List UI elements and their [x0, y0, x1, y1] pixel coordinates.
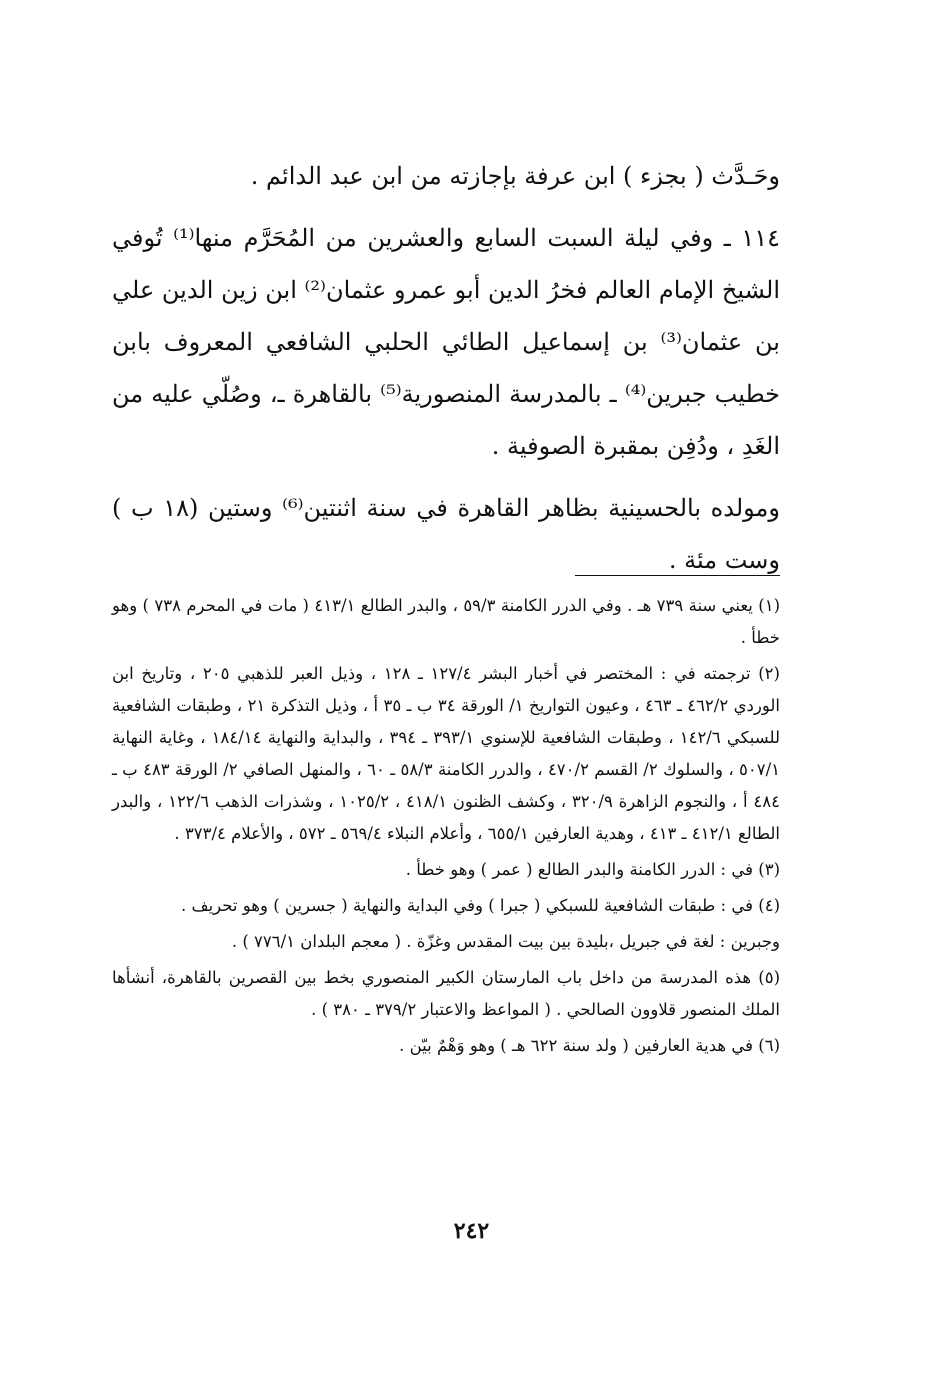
footnote-separator	[575, 575, 780, 576]
footnote: (٤) في : طبقات الشافعية للسبكي ( جبرا ) وفي البداية والنهاية ( جسرين ) وهو تحريف .	[181, 896, 780, 915]
footnotes	[112, 590, 780, 1066]
paragraph: ومولده بالحسينية بظاهر القاهرة في سنة اثنتين⁽⁶⁾ وستين (١٨ ب ) وست مئة .	[112, 494, 780, 574]
footnote: (٢) ترجمته في : المختصر في أخبار البشر ١٢٧/٤ ـ ١٢٨ ، وذيل العبر للذهبي ٢٠٥ ، وتاريخ ابن الوردي ٤٦٢/٢ ـ ٤٦٣ ، وعيون التواريخ ١/ الورقة ٣٤ ب ـ ٣٥ أ ، وذيل التذكرة ٢١ ، وطبقات الشافعية للسبكي ١٤٢/٦ ، وطبقات الشافعية للإسنوي ٣٩٣/١ ـ ٣٩٤ ، والبداية والنهاية ١٨٤/١٤ ، وغاية النهاية ٥٠٧/١ ، والسلوك ٢/ القسم ٤٧٠/٢ ، والدرر الكامنة ٥٨/٣ ـ ٦٠ ، والمنهل الصافي ٢/ الورقة ٤٨٣ ب ـ ٤٨٤ أ ، والنجوم الزاهرة ٣٢٠/٩ ، وكشف الظنون ٤١٨/١ ، ١٠٢٥/٢ ، وشذرات الذهب ١٢٢/٦ ، والبدر الطالع ٤١٢/١ ـ ٤١٣ ، وهدية العارفين ٦٥٥/١ ، وأعلام النبلاء ٥٦٩/٤ ـ ٥٧٢ ، والأعلام ٣٧٣/٤ .	[112, 664, 781, 843]
paragraph: ١١٤ ـ وفي ليلة السبت السابع والعشرين من المُحَرَّم منها⁽¹⁾ تُوفي الشيخ الإمام العالم فخرُ الدين أبو عمرو عثمان⁽²⁾ ابن زين الدين علي بن عثمان⁽³⁾ بن إسماعيل الطائي الحلبي الشافعي المعروف بابن خطيب جبرين⁽⁴⁾ ـ بالمدرسة المنصورية⁽⁵⁾ بالقاهرة ـ، وصُلّي عليه من الغَدِ ، ودُفِن بمقبرة الصوفية .	[112, 224, 781, 460]
page-number: ٢٤٢	[453, 1218, 490, 1244]
footnote: وجبرين : لغة في جبريل ،بليدة بين بيت المقدس وغزّة . ( معجم البلدان ٧٧٦/١ ) .	[231, 932, 780, 951]
footnote: (٥) هذه المدرسة من داخل باب المارستان الكبير المنصوري بخط بين القصرين بالقاهرة، أنشأها الملك المنصور قلاوون الصالحي . ( المواعظ والاعتبار ٣٧٩/٢ ـ ٣٨٠ ) .	[112, 968, 780, 1019]
footnote: (١) يعني سنة ٧٣٩ هـ . وفي الدرر الكامنة ٥٩/٣ ، والبدر الطالع ٤١٣/١ ( مات في المحرم ٧٣٨ ) وهو خطأ .	[112, 596, 780, 647]
main-text	[112, 150, 780, 596]
footnote: (٣) في : الدرر الكامنة والبدر الطالع ( عمر ) وهو خطأ .	[405, 860, 780, 879]
paragraph: وحَـدَّث ( بجزء ) ابن عرفة بإجازته من ابن عبد الدائم .	[250, 162, 780, 190]
footnote: (٦) في هدية العارفين ( ولد سنة ٦٢٢ هـ ) وهو وَهْمٌ بيّن .	[399, 1036, 780, 1055]
